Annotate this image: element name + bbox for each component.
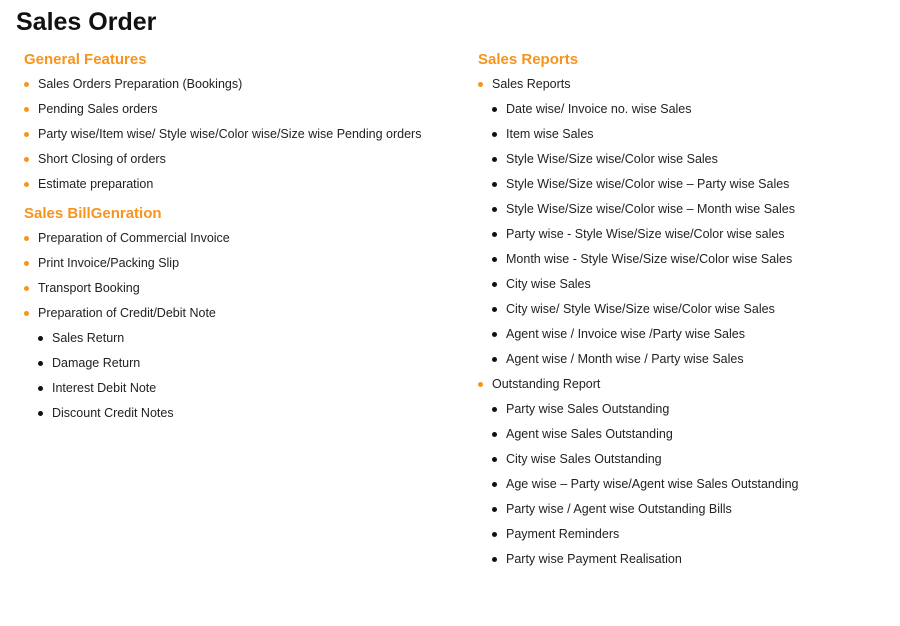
- sub-list-item: [492, 172, 888, 197]
- sub-list-item-label: Agent wise Sales Outstanding: [506, 427, 673, 441]
- list-item: [478, 72, 888, 372]
- sub-list-item-label: Interest Debit Note: [52, 381, 157, 395]
- sales-reports-heading: Sales Reports: [478, 51, 579, 68]
- sub-list-item-label: Date wise/ Invoice no. wise Sales: [506, 102, 692, 116]
- sub-list-item-label: Payment Reminders: [506, 527, 620, 541]
- list-item-label: Estimate preparation: [38, 177, 154, 191]
- black-bullet-icon: [492, 207, 497, 212]
- black-bullet-icon: [492, 307, 497, 312]
- sub-list-item: [492, 197, 888, 222]
- list-item: [24, 301, 454, 426]
- sub-list-item-label: City wise/ Style Wise/Size wise/Color wise Sales: [506, 302, 775, 316]
- list-item: [24, 97, 454, 122]
- black-bullet-icon: [492, 132, 497, 137]
- sub-list-item-label: Style Wise/Size wise/Color wise Sales: [506, 152, 718, 166]
- orange-bullet-icon: [24, 82, 29, 87]
- sub-list-item-label: Sales Return: [52, 331, 125, 345]
- credit-debit-sublist: [38, 326, 454, 426]
- black-bullet-icon: [492, 432, 497, 437]
- sub-list-item: [38, 376, 454, 401]
- sub-list-item-label: Damage Return: [52, 356, 141, 370]
- sub-list-item: [492, 522, 888, 547]
- black-bullet-icon: [492, 182, 497, 187]
- sub-list-item-label: Discount Credit Notes: [52, 406, 174, 420]
- black-bullet-icon: [492, 357, 497, 362]
- sub-list-item-label: Agent wise / Invoice wise /Party wise Sales: [506, 327, 745, 341]
- list-item-label: Print Invoice/Packing Slip: [38, 256, 180, 270]
- sub-list-item-label: Party wise / Agent wise Outstanding Bills: [506, 502, 732, 516]
- black-bullet-icon: [492, 482, 497, 487]
- sub-list-item-label: Style Wise/Size wise/Color wise – Month wise Sales: [506, 202, 795, 216]
- black-bullet-icon: [492, 407, 497, 412]
- sub-list-item: [492, 222, 888, 247]
- sub-list-item: [492, 397, 888, 422]
- black-bullet-icon: [492, 557, 497, 562]
- sub-list-item: [38, 401, 454, 426]
- general-features-list: [24, 72, 454, 197]
- sub-list-item: [492, 422, 888, 447]
- sub-list-item: [492, 322, 888, 347]
- sub-list-item: [492, 122, 888, 147]
- outstanding-report-sublist: [492, 397, 888, 572]
- page-title: Sales Order: [16, 8, 157, 36]
- sub-list-item: [492, 447, 888, 472]
- sub-list-item: [492, 97, 888, 122]
- sub-list-item-label: Party wise Payment Realisation: [506, 552, 682, 566]
- black-bullet-icon: [38, 336, 43, 341]
- sub-list-item-label: City wise Sales: [506, 277, 591, 291]
- orange-bullet-icon: [24, 132, 29, 137]
- black-bullet-icon: [492, 457, 497, 462]
- list-item: [24, 251, 454, 276]
- sales-reports-sublist: [492, 97, 888, 372]
- black-bullet-icon: [492, 332, 497, 337]
- sub-list-item-label: Age wise – Party wise/Agent wise Sales Outstanding: [506, 477, 799, 491]
- list-item: [24, 72, 454, 97]
- black-bullet-icon: [38, 411, 43, 416]
- orange-bullet-icon: [24, 236, 29, 241]
- sub-list-item: [492, 272, 888, 297]
- sub-list-item-label: Style Wise/Size wise/Color wise – Party wise Sales: [506, 177, 790, 191]
- list-item-label: Short Closing of orders: [38, 152, 166, 166]
- sub-list-item-label: Agent wise / Month wise / Party wise Sales: [506, 352, 744, 366]
- general-features-heading: General Features: [24, 51, 147, 68]
- orange-bullet-icon: [24, 311, 29, 316]
- orange-bullet-icon: [478, 382, 483, 387]
- black-bullet-icon: [492, 107, 497, 112]
- list-item-label: Preparation of Commercial Invoice: [38, 231, 230, 245]
- sub-list-item: [492, 347, 888, 372]
- sub-list-item-label: Month wise - Style Wise/Size wise/Color wise Sales: [506, 252, 793, 266]
- list-item-label: Pending Sales orders: [38, 102, 158, 116]
- orange-bullet-icon: [478, 82, 483, 87]
- list-item: [24, 276, 454, 301]
- list-item: [24, 147, 454, 172]
- black-bullet-icon: [492, 157, 497, 162]
- sub-list-item: [492, 247, 888, 272]
- orange-bullet-icon: [24, 286, 29, 291]
- list-item-label: Outstanding Report: [492, 377, 601, 391]
- list-item-label: Sales Reports: [492, 77, 571, 91]
- orange-bullet-icon: [24, 107, 29, 112]
- sub-list-item-label: Item wise Sales: [506, 127, 594, 141]
- left-column: [24, 48, 454, 426]
- sub-list-item-label: City wise Sales Outstanding: [506, 452, 662, 466]
- list-item-label: Transport Booking: [38, 281, 140, 295]
- list-item-label: Preparation of Credit/Debit Note: [38, 306, 216, 320]
- right-column: [478, 48, 888, 572]
- sales-bill-list: [24, 226, 454, 426]
- orange-bullet-icon: [24, 261, 29, 266]
- list-item: [24, 226, 454, 251]
- sub-list-item: [492, 497, 888, 522]
- list-item: [24, 172, 454, 197]
- list-item: [24, 122, 454, 147]
- sub-list-item-label: Party wise Sales Outstanding: [506, 402, 670, 416]
- sub-list-item-label: Party wise - Style Wise/Size wise/Color wise sales: [506, 227, 785, 241]
- list-item: [478, 372, 888, 572]
- black-bullet-icon: [492, 257, 497, 262]
- black-bullet-icon: [38, 361, 43, 366]
- black-bullet-icon: [492, 282, 497, 287]
- sub-list-item: [492, 472, 888, 497]
- sub-list-item: [38, 351, 454, 376]
- sub-list-item: [492, 297, 888, 322]
- black-bullet-icon: [492, 232, 497, 237]
- orange-bullet-icon: [24, 157, 29, 162]
- list-item-label: Sales Orders Preparation (Bookings): [38, 77, 243, 91]
- sales-bill-heading: Sales BillGenration: [24, 205, 162, 222]
- sub-list-item: [492, 147, 888, 172]
- sub-list-item: [492, 547, 888, 572]
- black-bullet-icon: [38, 386, 43, 391]
- black-bullet-icon: [492, 532, 497, 537]
- list-item-label: Party wise/Item wise/ Style wise/Color wise/Size wise Pending orders: [38, 127, 422, 141]
- black-bullet-icon: [492, 507, 497, 512]
- sub-list-item: [38, 326, 454, 351]
- sales-reports-list: [478, 72, 888, 572]
- orange-bullet-icon: [24, 182, 29, 187]
